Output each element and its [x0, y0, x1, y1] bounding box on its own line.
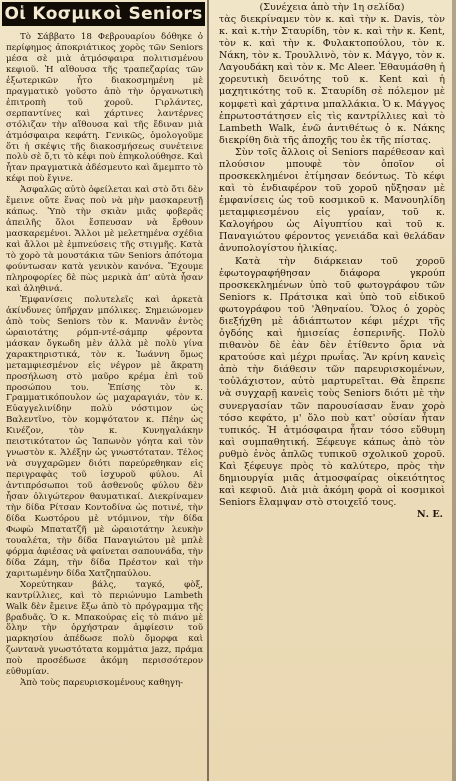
paragraph: Σὺν τοῖς ἄλλοις οἱ Seniors παρέθεσαν καὶ πλούσιον μπουφὲ τὸν ὁποῖον οἱ προσκεκλημένοι ἐτίμησαν δεόντως. Τὸ κέφι καὶ τὸ ἐνδιαφέρον τοῦ χοροῦ ηὔξησαν μὲ ἐμφανίσεις ὡς τοῦ κοσμικοῦ κ. Μανουηλίδη μεταμφιεσμένου εἰς γραίαν, τοῦ κ. Καλογήρου ὡς Αἰγυπτίου καὶ τοῦ κ. Παναγιώτου φέροντος γενειάδα καὶ θελάδαν ἀνυπολογίστου ἡλικίας.: [219, 146, 445, 255]
paragraph: τὰς διεκρίναμεν τὸν κ. καὶ τὴν κ. Davis, τὸν κ. καὶ κ.τὴν Σταυρίδη, τὸν κ. καὶ τὴν κ. Kent, τὸν κ. καὶ τὴν κ. Φυλακτοπούλου, τὸν κ. Νάκη, τὸν κ. Τρουλλινὸ, τὸν κ. Μάγγο, τὸν κ. Λαγουδάκη καὶ τὸν κ. Mc Aleer. Ἐθαυμάσθη ἡ χορευτικὴ δεινότης τοῦ κ. Kent καὶ ἡ μαχητικότης τοῦ κ. Σταυρίδη σὲ πόλεμον μὲ κομφετὶ καὶ χάρτινα μπαλλάκια. Ὁ κ. Μάγγος ἐπρωτοστάτησεν εἰς τὶς καντρίλλιες καὶ τὸ Lambeth Walk, ἐνῶ ἀντιθέτως ὁ κ. Νάκης διεκρίθη διὰ τῆς ἀποχῆς του ἐκ τῆς πίστας.: [219, 14, 445, 146]
right-article-body: [219, 14, 445, 509]
author-signature: Ν. Ε.: [416, 509, 443, 521]
paragraph: Ἀπὸ τοὺς παρευρισκομένους καθηγη-: [20, 678, 184, 689]
article-headline: Οἱ Κοσμικοὶ Seniors: [2, 2, 205, 26]
paragraph: Ἐμφανίσεις πολυτελεῖς καὶ ἀρκετὰ ἀκίνδυνες ὑπῆρχαν μπόλικες. Σημειώνομεν ἀπὸ τοὺς Seniors τὸν κ. Μαννᾶν ἐντὸς ὡραιοτάτης ρόμπ-ντέ-σάμπρ φέροντα μάσκαν ὄγκωδη μὲν ἀλλὰ μὲ πολὺ γίνα χαρακτηριστικά, τὸν κ. Ἰωάννη ὅμως μεταμφιεσμένον εἰς νέγρον μὲ ἄκρατη προσήλωση στὸ μαῦρο κρέμα ἐπὶ τοῦ προσώπου του. Ἐπίσης τὸν κ. Γραμματικόπουλον ὡς μαχαραγιάν, τὸν κ. Εὐαγγελινίδην πολὺ νόστιμον ὡς Βαλεντῖνο, τὸν κομψότατον κ. Πέην ὡς Κινέζον, τὸν κ. Κυνηγαλάκην πειστικότατον ὡς Ἰαπωνὸν γόητα καὶ τὸν γνωστὸν κ. Ἀλέξην ὡς γνωστόταταν. Τέλος νὰ συγχαρῶμεν διότι παρεύρεθηκαν εἰς περιγραφὰς τοῦ ἰσχυροῦ φύλου. Αἱ ἀντιπρόσωποι τοῦ ἀσθενοῦς φύλου δὲν ἦσαν ὀλιγώτερον θαυματικαί. Διεκρίναμεν τὴν δίδα Ρίτσαν Κοντοδίνα ὡς ποτινέ, τὴν δίδα Κωστόρου μὲ ντόμινον, τὴν δίδα Φωφὼ Μπατατζῆ μὲ ὡραιοτάτην λευκὴν τουαλέτα, τὴν δίδα Παναγιώτου μὲ μπλὲ φόρμα ἀφιέσας νὰ φαίνεται σαπουνάδα, τὴν δίδα Ζάμη, τὴν δίδα Πρέστον καὶ τὴν χαριτωμένην δίδα Χατζηπαύλου.: [6, 294, 203, 579]
continuation-note: (Συνέχεια ἀπὸ τὴν 1η σελίδα): [259, 2, 405, 13]
column-divider: [207, 0, 209, 781]
paragraph: Τὸ Σάββατο 18 Φεβρουαρίου δόθηκε ὁ περίφημος ἀποκριάτικος χορὸς τῶν Seniors μέσα σὲ μιὰ ἀτμόσφαιρα πολιτισμένου κεφιοῦ. Ἡ αἴθουσα τῆς τραπεζαρίας τῶν ἐξωτερικῶν ἦτο διακοσμημένη μὲ πραγματικὸ γοῦστο ἀπὸ τὴν ὀργανωτικὴ ἐπιτροπὴ τοῦ χοροῦ. Γιρλάντες, σερπαντίνες καὶ χάρτινες λαντέρνες στόλιζαν τὴν αἴθουσα καὶ τῆς ἔδιναν μιὰ ἀτμόσφαιρα κεφάτη. Γενικῶς, ὁμολογοῦμε ὅτι ἡ σκέψις τῆς διακοσμήσεως συνέτεινε πολὺ σὲ ὅ,τι τὸ κέφι ποὺ ἐπηκολούθησε. Καὶ ἦταν πραγματικὰ ἀδέσμευτο καὶ ἄμεμπτο τὸ κέφι ποὺ ἔγινε.: [6, 32, 204, 185]
right-column: [213, 0, 451, 520]
paragraph: Χορεύτηκαν βάλς, ταγκό, φὸξ, καντρίλλιες, καὶ τὸ περιώνυμο Lambeth Walk δὲν ἔμεινε ἔξω ἀπὸ τὸ πρόγραμμα τῆς βραδυᾶς. Ὁ κ. Μπακούρας εἰς τὸ πιάνο μὲ ὅλην τὴν ὀρχήστραν ἀμφίεσιν τοῦ μαρκησίου ἀπέδωσε πολὺ ὄμορφα καὶ ζωντανὰ γνωστότατα κομμάτια jazz, πράμα ποὺ προσέδωσε ἀκόμη περισσότερον εὐθυμίαν.: [6, 579, 203, 678]
paragraph: Κατὰ τὴν διάρκειαν τοῦ χοροῦ ἐφωτογραφήθησαν διάφορα γκρούπ προσκεκλημένων ὑπὸ τοῦ φωτογράφου τῶν Seniors κ. Πράτσικα καὶ ὑπὸ τοῦ εἰδικοῦ φωτογράφου τοῦ 'Ἀθηναίου. Ὅλος ὁ χορὸς διεξήχθη μὲ ἀδιάπτωτον κέφι μέχρι τῆς ὀγδόης καὶ ἡμισείας ἑσπερινῆς. Πολὺ πιθανὸν δὲ ἐὰν δὲν ἐτίθεντο ὅρια νὰ κρατούσε καὶ μέχρι πρωΐας. Ἂν κρίνη κανεὶς ἀπὸ τὴν διάθεσιν τῶν παρευρισκομένων, τοὐλάχιστον, αὐτὸ μαρτυρεῖται. Θὰ ἔπρεπε νὰ συγχαρῇ κανεὶς τοὺς Seniors διότι μὲ τὴν συνεργασίαν τῶν παρουσίασαν ἕναν χορὸ τόσο κεφάτο, μ' ὅλο ποὺ κατ' οὐσίαν ἦταν τυπικός. Ἡ ἀτμόσφαιρα ἦταν τόσο εὔθυμη καὶ συμπαθητική. Ξέφευγε κάπως ἀπὸ τὸν ρυθμὸ ἑνὸς ἁπλῶς τυπικοῦ σχολικοῦ χοροῦ. Καὶ ξέφευγε πρὸς τὸ καλύτερο, πρὸς τὴν δημιουργία μιᾶς ἀτμοσφαίρας οἰκειότητος καὶ κεφιοῦ. Διὰ μιὰ ἀκόμη φορὰ οἱ κοσμικοὶ Seniors ἔλαμψαν στὸ στοιχεῖό τους.: [219, 255, 445, 509]
left-article-body: [6, 32, 203, 689]
paragraph: Ἀσφαλῶς αὐτὸ ὀφείλεται καὶ στὸ ὅτι δὲν ἔμεινε οὔτε ἕνας ποὺ νὰ μὴν μασκαρευτῇ κάπως. Ὑπὸ τὴν σκιὰν μιᾶς φοβερᾶς ἀπειλῆς ὅλοι ἔσπευσαν νὰ ἔρθουν μασκαρεμένοι. Ἄλλοι μὲ μελετημένα σχέδια καὶ ἄλλοι μὲ ἐμπνεύσεις τῆς στιγμῆς. Κατὰ τὸ χορὸ τὰ μουστάκια τῶν Seniors ἀπότομα φούντωσαν κατὰ γενικὸν κανόνα. Ἔχουμε πληροφορίες δὲ πὼς μερικὰ ἀπ' αὐτὰ ἦσαν καὶ ἀληθινά.: [6, 185, 203, 294]
page-edge: [452, 0, 456, 781]
left-column: [0, 0, 207, 689]
